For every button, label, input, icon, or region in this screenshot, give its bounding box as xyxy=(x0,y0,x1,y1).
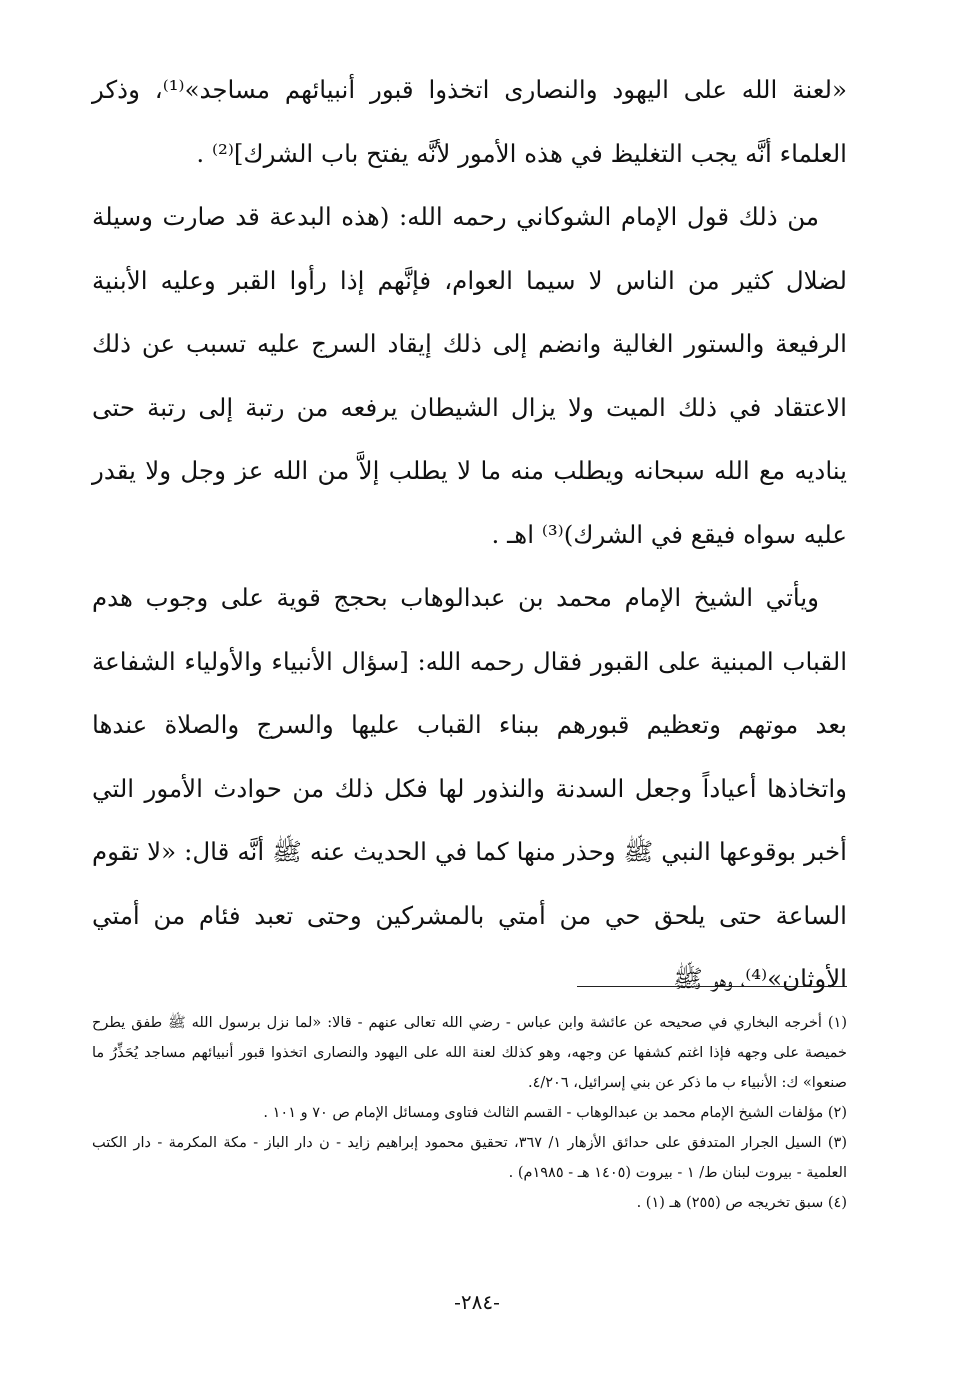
main-text xyxy=(92,58,847,1011)
page-number: -٢٨٤- xyxy=(454,1290,500,1314)
footnote-3: (٣) السيل الجرار المتدفق على حدائق الأزهار ١/ ٣٦٧، تحقيق محمود إبراهيم زايد - ن دار الباز - مكة المكرمة - دار الكتب العلمية - بيروت لبنان ط/ ١ - بيروت (١٤٠٥ هـ - ١٩٨٥م) . xyxy=(92,1135,847,1181)
footnote-4: (٤) سبق تخريجه ص (٢٥٥) هـ (١) . xyxy=(636,1195,847,1211)
footnotes xyxy=(92,1008,847,1218)
paragraph-1: «لعنة الله على اليهود والنصارى اتخذوا قبور أنبيائهم مساجد»⁽¹⁾، وذكر العلماء أنَّه يجب التغليظ في هذه الأمور لأنَّه يفتح باب الشرك]⁽²⁾ . xyxy=(92,75,847,168)
paragraph-3: ويأتي الشيخ الإمام محمد بن عبدالوهاب بحجج قوية على وجوب هدم القباب المبنية على القبور فقال رحمه الله: [سؤال الأنبياء والأولياء الشفاعة بعد موتهم وتعظيم قبورهم ببناء القباب عليها والسرج والصلاة عندها واتخاذها أعياداً وجعل السدنة والنذور لها فكل ذلك من حوادث الأمور التي أخبر بوقوعها النبي ﷺ وحذر منها كما في الحديث عنه ﷺ أنَّه قال: «لا تقوم الساعة حتى يلحق حي من أمتي بالمشركين وحتى تعبد فئام من أمتي الأوثان»⁽⁴⁾، وهو ﷺ xyxy=(92,583,847,993)
paragraph-2: من ذلك قول الإمام الشوكاني رحمه الله: (هذه البدعة قد صارت وسيلة لضلال كثير من الناس لا سيما العوام، فإنَّهم إذا رأوا القبر وعليه الأبنية الرفيعة والستور الغالية وانضم إلى ذلك إيقاد السرج عليه تسبب عن ذلك الاعتقاد في ذلك الميت ولا يزال الشيطان يرفعه من رتبة إلى رتبة حتى يناديه مع الله سبحانه ويطلب منه ما لا يطلب إلاَّ من الله عز وجل ولا يقدر عليه سواه فيقع في الشرك)⁽³⁾ اهـ . xyxy=(92,202,847,549)
footnote-2: (٢) مؤلفات الشيخ الإمام محمد بن عبدالوهاب - القسم الثالث فتاوى ومسائل الإمام ص ٧٠ و ١٠١ . xyxy=(263,1105,847,1121)
footnote-1: (١) أخرجه البخاري في صحيحه عن عائشة وابن عباس - رضي الله تعالى عنهم - قالا: «لما نزل برسول الله ﷺ طفق يطرح خميصة على وجهه فإذا اغتم كشفها عن وجهه، وهو كذلك لعنة الله على اليهود والنصارى اتخذوا قبور أنبيائهم مساجد يُحَذِّرُ ما صنعوا» ك: الأنبياء ب ما ذكر عن بني إسرائيل، ٤/٢٠٦. xyxy=(92,1015,847,1091)
footnote-separator xyxy=(577,986,847,987)
